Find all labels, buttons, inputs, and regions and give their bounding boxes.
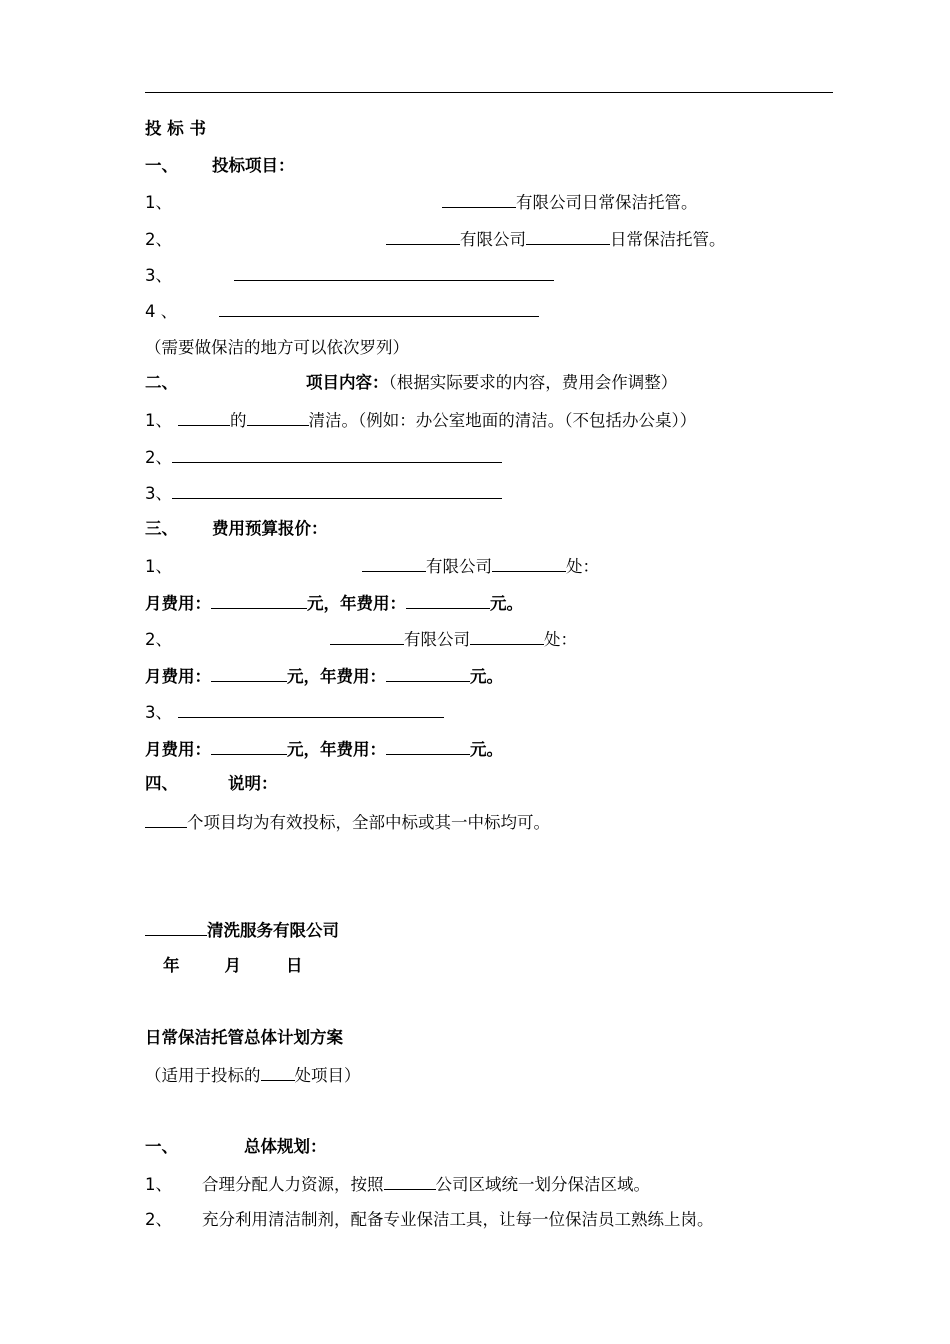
item-num: 2、	[145, 630, 172, 649]
bid-item-1	[145, 190, 698, 214]
item-text: 清洁。（例如：办公室地面的清洁。（不包括办公桌））	[308, 411, 697, 430]
fill-blank[interactable]	[362, 554, 426, 572]
section-3-heading	[145, 518, 328, 540]
section-label: 投标项目：	[212, 156, 295, 175]
item-text: 有限公司	[460, 230, 526, 249]
plan-subtitle	[145, 1063, 361, 1087]
item-num: 1、	[145, 557, 172, 576]
fee-label: 元。	[470, 740, 503, 759]
note-body: 个项目均为有效投标，全部中标或其一中标均可。	[187, 813, 550, 832]
fill-blank[interactable]	[386, 737, 470, 755]
fill-blank[interactable]	[219, 299, 539, 317]
item-num: 2、	[145, 230, 172, 249]
item-text: 充分利用清洁制剂，配备专业保洁工具，让每一位保洁员工熟练上岗。	[202, 1210, 714, 1229]
date-month: 月	[224, 956, 241, 975]
fill-blank[interactable]	[172, 481, 502, 499]
header-rule	[145, 92, 833, 93]
section-num: 四、	[145, 774, 178, 793]
item-text: 合理分配人力资源，按照	[202, 1175, 384, 1194]
section-num: 一、	[145, 156, 178, 175]
fee-label: 元，年费用：	[287, 740, 386, 759]
fill-blank[interactable]	[492, 554, 566, 572]
content-item-2	[145, 445, 502, 469]
fill-blank[interactable]	[442, 190, 516, 208]
fill-blank[interactable]	[247, 408, 309, 426]
date-line	[163, 955, 303, 977]
item-text: 日常保洁托管。	[610, 230, 726, 249]
item-text: 处：	[544, 630, 577, 649]
item-text: 有限公司	[404, 630, 470, 649]
item-num: 2、	[145, 448, 172, 467]
section-2-heading	[145, 372, 677, 394]
fill-blank[interactable]	[145, 918, 207, 936]
fee-line-2	[145, 664, 503, 688]
section-label: 项目内容：	[306, 373, 389, 392]
plan-item-1	[145, 1172, 650, 1196]
quote-item-2	[145, 627, 577, 651]
item-num: 3、	[145, 484, 172, 503]
fill-blank[interactable]	[178, 700, 444, 718]
item-text: 的	[230, 411, 247, 430]
subtitle-text: （适用于投标的	[145, 1066, 261, 1085]
bid-note: （需要做保洁的地方可以依次罗列）	[145, 338, 409, 357]
company-signature	[145, 918, 339, 942]
content-item-3	[145, 481, 502, 505]
fill-blank[interactable]	[145, 810, 187, 828]
bid-item-3	[145, 263, 554, 287]
item-num: 1、	[145, 411, 172, 430]
content-item-1	[145, 408, 696, 432]
section-label: 说明：	[228, 774, 278, 793]
item-text: 处：	[566, 557, 599, 576]
item-num: 4 、	[145, 302, 178, 321]
fee-line-1	[145, 591, 523, 615]
quote-item-1	[145, 554, 599, 578]
item-num: 2、	[145, 1210, 172, 1229]
section-4-heading	[145, 773, 278, 795]
section-label: 费用预算报价：	[212, 519, 328, 538]
fee-label: 元，年费用：	[287, 667, 386, 686]
fill-blank[interactable]	[211, 591, 307, 609]
item-num: 1、	[145, 1175, 172, 1194]
fill-blank[interactable]	[330, 627, 404, 645]
section-num: 一、	[145, 1137, 178, 1156]
subtitle-text: 处项目）	[294, 1066, 361, 1085]
quote-item-3	[145, 700, 444, 724]
section-1-heading	[145, 155, 295, 177]
section-num: 二、	[145, 373, 178, 392]
section-num: 三、	[145, 519, 178, 538]
fee-label: 月费用：	[145, 594, 211, 613]
fill-blank[interactable]	[234, 263, 554, 281]
plan-section-1-heading	[145, 1136, 327, 1158]
company-name: 清洗服务有限公司	[207, 921, 339, 940]
fill-blank[interactable]	[526, 227, 610, 245]
item-num: 3、	[145, 266, 172, 285]
fill-blank[interactable]	[261, 1063, 295, 1081]
bid-title: 投 标 书	[145, 119, 206, 138]
item-text: 公司区域统一划分保洁区域。	[435, 1175, 650, 1194]
fill-blank[interactable]	[211, 664, 287, 682]
date-year: 年	[163, 956, 180, 975]
item-num: 3、	[145, 703, 172, 722]
fill-blank[interactable]	[386, 664, 470, 682]
fee-label: 月费用：	[145, 667, 211, 686]
fill-blank[interactable]	[178, 408, 230, 426]
section-note: （根据实际要求的内容，费用会作调整）	[388, 373, 678, 392]
item-num: 1、	[145, 193, 172, 212]
section-label: 总体规划：	[244, 1137, 327, 1156]
fill-blank[interactable]	[386, 227, 460, 245]
fill-blank[interactable]	[384, 1172, 436, 1190]
fee-line-3	[145, 737, 503, 761]
fill-blank[interactable]	[406, 591, 490, 609]
date-day: 日	[286, 956, 303, 975]
note-text	[145, 810, 550, 834]
fill-blank[interactable]	[172, 445, 502, 463]
bid-item-2	[145, 227, 726, 251]
plan-title: 日常保洁托管总体计划方案	[145, 1028, 343, 1047]
fee-label: 元，年费用：	[307, 594, 406, 613]
item-text: 有限公司	[426, 557, 492, 576]
plan-item-2	[145, 1209, 714, 1231]
fee-label: 元。	[490, 594, 523, 613]
fill-blank[interactable]	[470, 627, 544, 645]
fee-label: 月费用：	[145, 740, 211, 759]
item-text: 有限公司日常保洁托管。	[516, 193, 698, 212]
bid-item-4	[145, 299, 539, 323]
fee-label: 元。	[470, 667, 503, 686]
fill-blank[interactable]	[211, 737, 287, 755]
